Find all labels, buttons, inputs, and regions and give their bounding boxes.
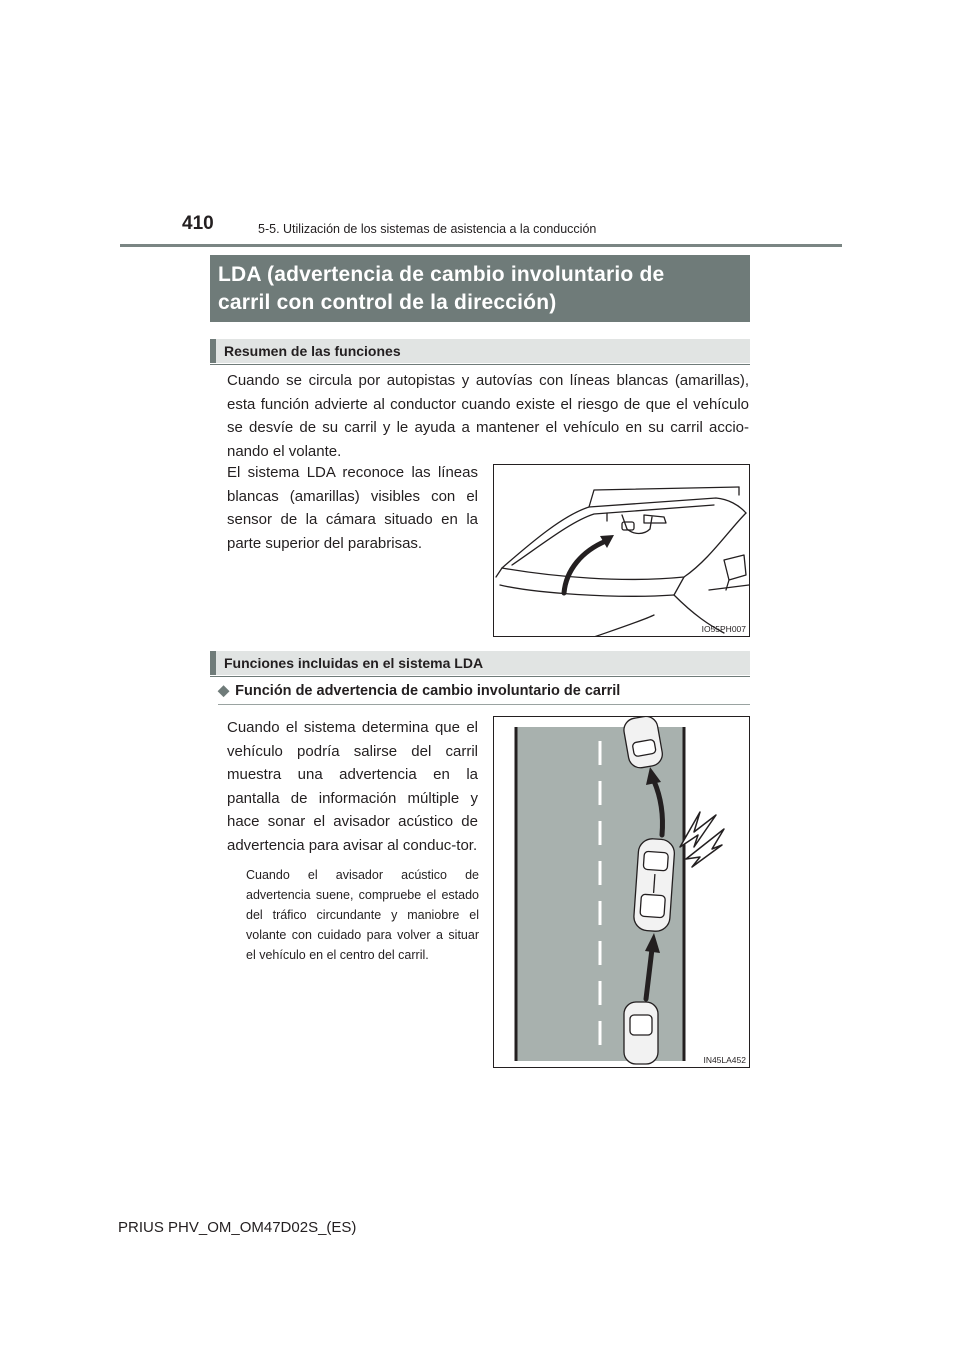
- subheading-rule: [218, 704, 750, 705]
- figure-code-2: IN45LA452: [703, 1055, 746, 1065]
- summary-paragraph: Cuando se circula por autopistas y autovías con líneas blancas (amarillas), esta función advierte al conductor cuando existe el riesgo de que el vehículo se desvíe de su carril y le ayuda a mantener el vehículo en su carril accio-nando el volante.: [227, 372, 749, 460]
- header-rule: [120, 244, 842, 247]
- figure-code-1: IO55PH007: [701, 624, 746, 634]
- section-title: [210, 255, 750, 322]
- lane-departure-illustration: [494, 717, 750, 1068]
- subheading-summary: Resumen de las funciones: [210, 339, 750, 363]
- footer-document-code: PRIUS PHV_OM_OM47D02S_(ES): [118, 1219, 357, 1236]
- camera-paragraph: El sistema LDA reconoce las líneas blancas (amarillas) visibles con el sensor de la cámara situado en la parte superior del parabrisas.: [227, 464, 478, 552]
- section-title-line-1: LDA (advertencia de cambio involuntario de: [218, 263, 665, 286]
- windshield-camera-figure: [493, 464, 750, 637]
- windshield-illustration: [494, 465, 750, 637]
- diamond-icon: ◆: [218, 683, 230, 699]
- subheading-functions: Funciones incluidas en el sistema LDA: [210, 651, 750, 675]
- warning-paragraph: Cuando el sistema determina que el vehículo podría salirse del carril muestra una advertencia en la pantalla de información múltiple y hace sonar el avisador acústico de advertencia para avisar al conduc-tor.: [227, 719, 478, 854]
- function-subheading-text: Función de advertencia de cambio involuntario de carril: [235, 683, 621, 699]
- lane-departure-figure: [493, 716, 750, 1068]
- section-title-line-2: carril con control de la dirección): [218, 291, 557, 314]
- breadcrumb: 5-5. Utilización de los sistemas de asistencia a la conducción: [258, 222, 597, 236]
- warning-note: Cuando el avisador acústico de advertencia suene, compruebe el estado del tráfico circundante y maniobre el volante con cuidado para volver a situar el vehículo en el centro del carril.: [246, 868, 479, 962]
- page-number: 410: [182, 213, 214, 234]
- function-subheading: [218, 683, 620, 699]
